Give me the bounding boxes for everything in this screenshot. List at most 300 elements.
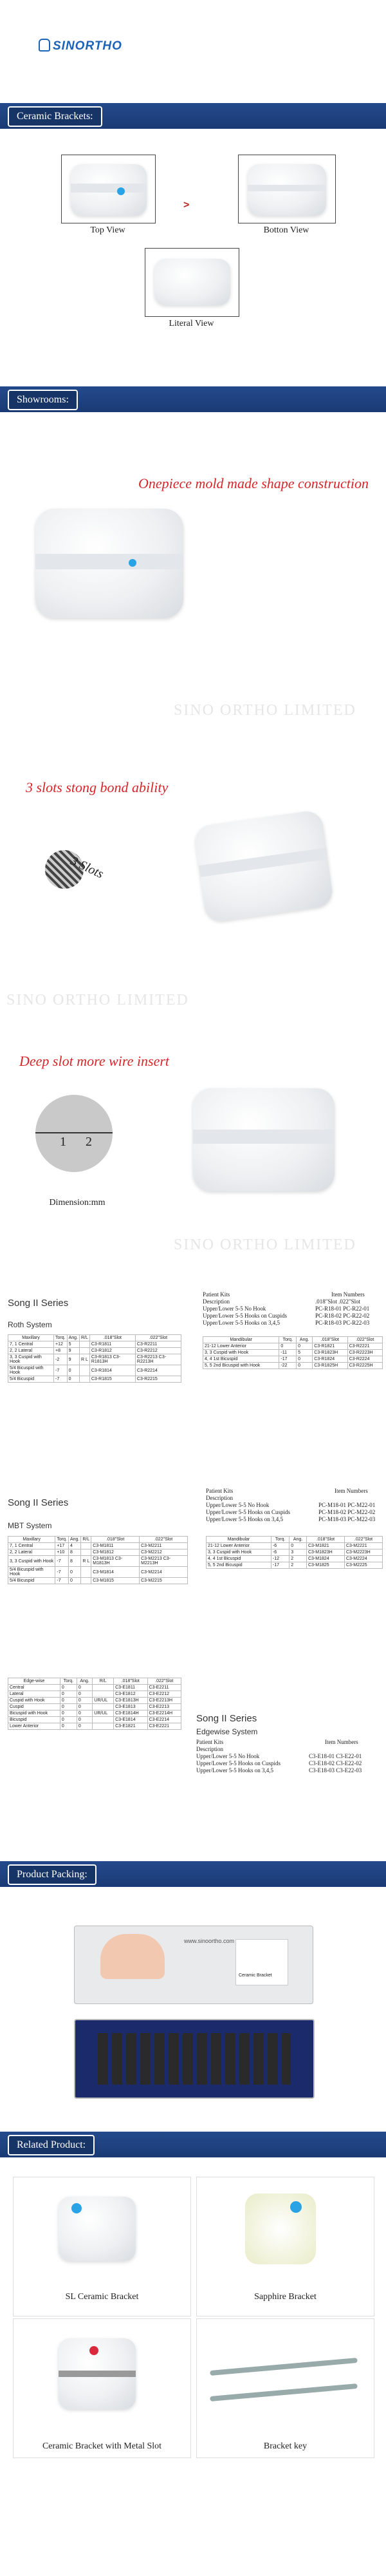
table-cell: 4, 4 1st Bicuspid [203,1356,279,1363]
table-row [8,1549,188,1556]
table-cell: UR/UL [93,1698,114,1704]
table-cell: C3-R2215 [135,1376,181,1383]
table-cell: C3-M2212 [140,1549,188,1556]
tooth-icon [39,39,50,52]
column-header: .018"Slot [306,1537,344,1543]
table-cell: C3-M1815 [91,1578,140,1584]
table-cell: -17 [271,1562,289,1569]
table-row [8,1704,181,1710]
table-row [203,1363,383,1369]
column-header: Maxillary [8,1335,54,1341]
table-cell: C3-R2225H [347,1363,382,1369]
column-header: Mandibular [207,1537,271,1543]
table-cell: C3-M2225 [344,1562,382,1569]
bracket-literal-image [154,259,230,305]
table-cell [79,1341,89,1348]
column-header: Edge-wise [8,1678,60,1685]
column-header: .018"Slot [91,1537,140,1543]
table-cell: C3-M2224 [344,1556,382,1562]
edgewise-system-title: Edgewise System [196,1727,258,1736]
top-view-caption: Top View [90,225,125,235]
roth-mandibular-table [203,1336,383,1369]
table-cell: C3-E2213H [147,1698,181,1704]
table-cell: 5, 5 2nd Bicuspid with Hook [203,1363,279,1369]
table-cell: 5 [297,1350,313,1356]
section-title: Product Packing: [8,1864,96,1885]
table-cell: -7 [55,1567,69,1578]
table-cell: C3-E2221 [147,1723,181,1730]
table-row [8,1348,181,1354]
column-header: Ang. [297,1337,313,1343]
table-cell: C3-R2224 [347,1356,382,1363]
table-cell: -7 [55,1556,69,1567]
column-header: Ang. [67,1335,79,1341]
table-row [203,1356,383,1363]
column-header: Mandibular [203,1337,279,1343]
table-cell: C3-R1823H [313,1350,347,1356]
kit-desc-label: Description [206,1495,233,1501]
table-cell: C3-E2214H [147,1710,181,1717]
bracket-tray [98,2033,291,2085]
column-header: Torq. [271,1537,289,1543]
related-item[interactable] [13,2177,191,2316]
kit-item-label: Item Numbers [325,1739,358,1745]
kit-row [203,1312,383,1320]
table-cell: C3-E1811 [114,1685,147,1691]
table-cell [93,1685,114,1691]
kit-row [196,1767,383,1774]
kit-description: Upper/Lower 5-5 Hooks on Cuspids [196,1760,280,1766]
table-cell: 0 [60,1723,77,1730]
table-cell: 3 [290,1549,307,1556]
table-cell: C3-M2211 [140,1543,188,1549]
kit-description: Upper/Lower 5-5 Hooks on 3,4,5 [196,1767,273,1774]
bracket-bottom-image [248,164,326,216]
bottom-view-frame [238,155,336,223]
table-cell: -7 [54,1376,68,1383]
table-cell: Lateral [8,1691,60,1698]
table-cell: C3-E1814 [114,1717,147,1723]
table-cell [93,1717,114,1723]
table-cell: 9 [67,1354,79,1365]
literal-view-caption: Literal View [169,319,214,328]
color-dot-icon [117,187,125,195]
table-cell: 0 [60,1691,77,1698]
feature-3-slots: 3 slots stong bond ability [26,779,169,795]
bracket-key-image [210,2358,358,2376]
table-cell: -7 [55,1578,69,1584]
table-cell: Lower Anterior [8,1723,60,1730]
table-cell: C3-M1814 [91,1567,140,1578]
kit-title: Patient Kits [203,1291,230,1298]
table-cell: C3-M2214 [140,1567,188,1578]
kit-row [206,1502,383,1509]
table-cell: -6 [271,1543,289,1549]
packing-box-open [74,2019,315,2099]
table-cell: 0 [77,1691,92,1698]
bottom-view-caption: Botton View [263,225,309,235]
related-item[interactable] [196,2318,374,2458]
bracket-key-image [210,2383,358,2401]
table-cell: C3-R2223H [347,1350,382,1356]
table-cell: C3-M2213 C3-M2213H [140,1556,188,1567]
edgewise-series-title: Song II Series [196,1713,257,1724]
ruler-number: 2 [86,1135,92,1149]
table-cell: R L [79,1354,89,1365]
table-row [203,1343,383,1350]
dimension-caption: Dimension:mm [49,1198,106,1208]
table-row [207,1562,383,1569]
table-cell: +8 [54,1348,68,1354]
table-cell [81,1567,91,1578]
table-cell: 4 [68,1543,80,1549]
kit-description: Upper/Lower 5-5 No Hook [203,1305,266,1312]
table-cell: C3-M1825 [306,1562,344,1569]
kit-codes: PC-M18-02 PC-M22-02 [318,1509,376,1515]
kit-description: Upper/Lower 5-5 Hooks on Cuspids [206,1509,290,1515]
color-dot-icon [89,2346,98,2355]
table-cell: 3, 3 Cuspid with Hook [203,1350,279,1356]
color-dot-icon [290,2201,302,2213]
edgewise-kits [196,1739,383,1774]
feature-onepiece: Onepiece mold made shape construction [138,475,369,491]
table-row [8,1710,181,1717]
kit-codes: PC-M18-01 PC-M22-01 [318,1502,376,1508]
column-header: Maxillary [8,1537,55,1543]
mbt-mandibular-table [206,1536,383,1569]
table-cell: 3, 3 Cuspid with Hook [8,1556,55,1567]
table-row [8,1365,181,1376]
table-cell: C3-M2221 [344,1543,382,1549]
table-cell: Bicuspid [8,1717,60,1723]
table-cell: Cuspid [8,1704,60,1710]
mbt-series-title: Song II Series [8,1497,69,1508]
table-row [8,1567,188,1578]
bracket-showroom-3 [193,1088,335,1191]
color-dot-icon [71,2203,82,2213]
slots-label: 3 Slots [68,853,106,882]
table-cell: Bicuspid with Hook [8,1710,60,1717]
table-cell: 0 [60,1698,77,1704]
table-cell: C3-E2214 [147,1717,181,1723]
table-cell: UR/UL [93,1710,114,1717]
arrow-icon: > [183,200,190,211]
table-row [207,1543,383,1549]
table-cell: 0 [297,1356,313,1363]
table-row [8,1543,188,1549]
table-cell: 0 [77,1717,92,1723]
mbt-maxillary-table [8,1536,188,1584]
column-header: .018"Slot [114,1678,147,1685]
column-header: Torq. [54,1335,68,1341]
table-cell: R L [81,1556,91,1567]
table-cell: 2, 2 Lateral [8,1549,55,1556]
table-cell: -6 [271,1549,289,1556]
table-header-row [203,1337,383,1343]
table-cell: C3-E1814H [114,1710,147,1717]
table-row [8,1341,181,1348]
related-label: SL Ceramic Bracket [65,2292,139,2302]
kit-row [206,1509,383,1516]
column-header: .022"Slot [140,1537,188,1543]
table-cell [81,1578,91,1584]
related-label: Sapphire Bracket [254,2292,317,2302]
table-cell: C3-R1812 [89,1348,135,1354]
box-brand: www.sinoortho.com [184,1938,235,1944]
table-cell: C3-R1821 [313,1343,347,1350]
table-cell: 0 [279,1343,297,1350]
watermark: SINO ORTHO LIMITED [174,1236,356,1253]
table-cell: 0 [77,1685,92,1691]
table-cell [93,1691,114,1698]
column-header: .022"Slot [147,1678,181,1685]
table-row [8,1685,181,1691]
table-cell: Cuspid with Hook [8,1698,60,1704]
table-cell: 0 [77,1710,92,1717]
table-cell: 0 [68,1578,80,1584]
metal-slot-bracket-image [59,2338,136,2409]
table-cell: 0 [67,1376,79,1383]
table-row [8,1691,181,1698]
kit-desc-label: Description [203,1298,230,1305]
table-row [8,1723,181,1730]
ruler-magnifier [35,1095,113,1172]
table-cell: 21-12 Lower Anterior [203,1343,279,1350]
table-cell: C3-R1825H [313,1363,347,1369]
table-cell: 5, 5 2nd Bicuspid [207,1562,271,1569]
table-header-row [8,1537,188,1543]
kit-title: Patient Kits [196,1739,224,1745]
feature-deep-slot: Deep slot more wire insert [19,1053,170,1069]
table-cell: 5/4 Bicuspid [8,1578,55,1584]
table-cell: C3-R2211 [135,1341,181,1348]
table-cell: 8 [68,1556,80,1567]
table-cell: -22 [279,1363,297,1369]
roth-maxillary-table [8,1334,181,1383]
table-cell: C3-R1813 C3-R1813H [89,1354,135,1365]
kit-codes: PC-R18-03 PC-R22-03 [315,1320,370,1326]
literal-view-frame [145,248,239,317]
table-row [8,1556,188,1567]
table-cell: 0 [68,1567,80,1578]
kit-item-label: Item Numbers [331,1291,365,1298]
column-header: .022"Slot [344,1537,382,1543]
table-row [8,1717,181,1723]
table-cell: C3-R2212 [135,1348,181,1354]
table-header-row [207,1537,383,1543]
related-item[interactable] [13,2318,191,2458]
table-cell: 7, 1 Central [8,1543,55,1549]
table-cell: C3-E1813 [114,1704,147,1710]
table-cell: 5/4 Bicuspid [8,1376,54,1383]
table-cell [79,1348,89,1354]
table-cell: C3-M1821 [306,1543,344,1549]
kit-description: Upper/Lower 5-5 No Hook [206,1502,270,1508]
table-cell: 0 [60,1704,77,1710]
kit-item-label: Item Numbers [335,1488,368,1494]
kit-description: Upper/Lower 5-5 Hooks on Cuspids [203,1312,287,1319]
section-product-packing [0,1861,386,1887]
table-cell: -12 [271,1556,289,1562]
smile-photo [100,1934,165,1979]
table-cell: C3-R2214 [135,1365,181,1376]
column-header: R/L [79,1335,89,1341]
brand-logo[interactable]: SINORTHO [39,39,122,53]
section-related-product [0,2132,386,2157]
table-cell: C3-E2211 [147,1685,181,1691]
table-cell [81,1543,91,1549]
kit-desc-label: Description [196,1746,223,1752]
kit-codes: C3-E18-01 C3-E22-01 [309,1753,362,1759]
table-cell: 0 [67,1365,79,1376]
table-cell [93,1723,114,1730]
table-row [8,1698,181,1704]
table-cell: C3-R2213 C3-R2213H [135,1354,181,1365]
bracket-showroom-1 [35,509,183,618]
table-cell: -7 [54,1365,68,1376]
section-showrooms [0,386,386,412]
column-header: Ang. [77,1678,92,1685]
kit-title: Patient Kits [206,1488,234,1494]
table-cell [93,1704,114,1710]
table-cell [79,1365,89,1376]
table-row [207,1549,383,1556]
table-cell: C3-R2221 [347,1343,382,1350]
section-title: Ceramic Brackets: [8,106,102,127]
table-cell: 0 [60,1717,77,1723]
table-cell: 2 [290,1556,307,1562]
roth-system-title: Roth System [8,1320,52,1329]
column-header: R/L [93,1678,114,1685]
kit-codes: PC-R18-01 PC-R22-01 [315,1305,370,1312]
column-header: .018"Slot [89,1335,135,1341]
kit-description: Upper/Lower 5-5 Hooks on 3,4,5 [203,1320,280,1326]
table-cell: C3-M1813 C3-M1813H [91,1556,140,1567]
table-cell: 0 [77,1698,92,1704]
table-cell: 3, 3 Cuspid with Hook [8,1354,54,1365]
kit-description: Upper/Lower 5-5 No Hook [196,1753,260,1759]
table-cell: 0 [60,1710,77,1717]
table-cell: 8 [68,1549,80,1556]
roth-kits [203,1291,383,1327]
table-header-row [8,1678,181,1685]
bracket-showroom-2 [194,810,335,923]
section-ceramic-brackets [0,103,386,129]
table-cell: 2 [290,1562,307,1569]
table-cell: 2, 2 Lateral [8,1348,54,1354]
table-cell: C3-M1812 [91,1549,140,1556]
related-label: Bracket key [263,2441,308,2451]
watermark: SINO ORTHO LIMITED [174,702,356,719]
edgewise-table [8,1678,181,1730]
column-header: Ang. [290,1537,307,1543]
related-item[interactable] [196,2177,374,2316]
column-header: .018"Slot [313,1337,347,1343]
table-row [207,1556,383,1562]
column-header: Ang. [68,1537,80,1543]
table-cell: 0 [77,1704,92,1710]
table-cell: C3-E1813H [114,1698,147,1704]
table-cell [79,1376,89,1383]
table-cell [81,1549,91,1556]
color-dot-icon [129,559,136,567]
table-cell: C3-R1815 [89,1376,135,1383]
table-cell: C3-R1811 [89,1341,135,1348]
table-row [203,1350,383,1356]
kit-codes: C3-E18-02 C3-E22-02 [309,1760,362,1766]
kit-row [203,1320,383,1327]
ruler-number: 1 [60,1135,66,1149]
table-cell: Central [8,1685,60,1691]
table-cell: 5 [67,1341,79,1348]
column-header: R/L [81,1537,91,1543]
table-cell: 0 [60,1685,77,1691]
table-cell: C3-R1824 [313,1356,347,1363]
table-cell: 0 [77,1723,92,1730]
top-view-frame [61,155,156,223]
table-cell: +12 [54,1341,68,1348]
table-cell: C3-E2213 [147,1704,181,1710]
section-title: Related Product: [8,2135,95,2155]
section-title: Showrooms: [8,390,78,410]
kit-row [196,1753,383,1760]
roth-series-title: Song II Series [8,1298,69,1309]
table-cell: -17 [279,1356,297,1363]
watermark: SINO ORTHO LIMITED [6,992,189,1009]
bracket-top-image [71,164,147,216]
table-cell: 0 [297,1343,313,1350]
packing-label: Ceramic Bracket [235,1939,288,1985]
table-cell: 5/4 Bicuspid with Hook [8,1365,54,1376]
table-cell: C3-M1811 [91,1543,140,1549]
column-header: Torq. [60,1678,77,1685]
table-cell: C3-E2212 [147,1691,181,1698]
table-cell: C3-E1821 [114,1723,147,1730]
table-cell: C3-M2215 [140,1578,188,1584]
column-header: .022"Slot [135,1335,181,1341]
column-header: .022"Slot [347,1337,382,1343]
table-cell: -11 [279,1350,297,1356]
table-cell: 5/4 Bicuspid with Hook [8,1567,55,1578]
kit-row [206,1516,383,1523]
kit-cols: .018"Slot .022"Slot [315,1298,361,1305]
column-header: Torq. [279,1337,297,1343]
table-cell: C3-M1823H [306,1549,344,1556]
table-cell: -2 [54,1354,68,1365]
slots-illustration [45,844,122,895]
table-cell: C3-R1814 [89,1365,135,1376]
table-header-row [8,1335,181,1341]
mbt-system-title: MBT System [8,1521,52,1530]
table-cell: +10 [55,1549,69,1556]
kit-codes: PC-R18-02 PC-R22-02 [315,1312,370,1319]
table-cell: C3-M1824 [306,1556,344,1562]
column-header: Torq. [55,1537,69,1543]
table-row [8,1354,181,1365]
table-row [8,1376,181,1383]
related-label: Ceramic Bracket with Metal Slot [42,2441,162,2451]
table-cell: 21-12 Lower Anterior [207,1543,271,1549]
mbt-kits [206,1488,383,1523]
table-cell: 3, 3 Cuspid with Hook [207,1549,271,1556]
sapphire-bracket-image [245,2193,316,2264]
kit-row [196,1760,383,1767]
table-cell: C3-E1812 [114,1691,147,1698]
table-cell: +17 [55,1543,69,1549]
packing-box-closed [74,1926,313,2004]
table-cell: C3-M2223H [344,1549,382,1556]
kit-description: Upper/Lower 5-5 Hooks on 3,4,5 [206,1516,283,1522]
